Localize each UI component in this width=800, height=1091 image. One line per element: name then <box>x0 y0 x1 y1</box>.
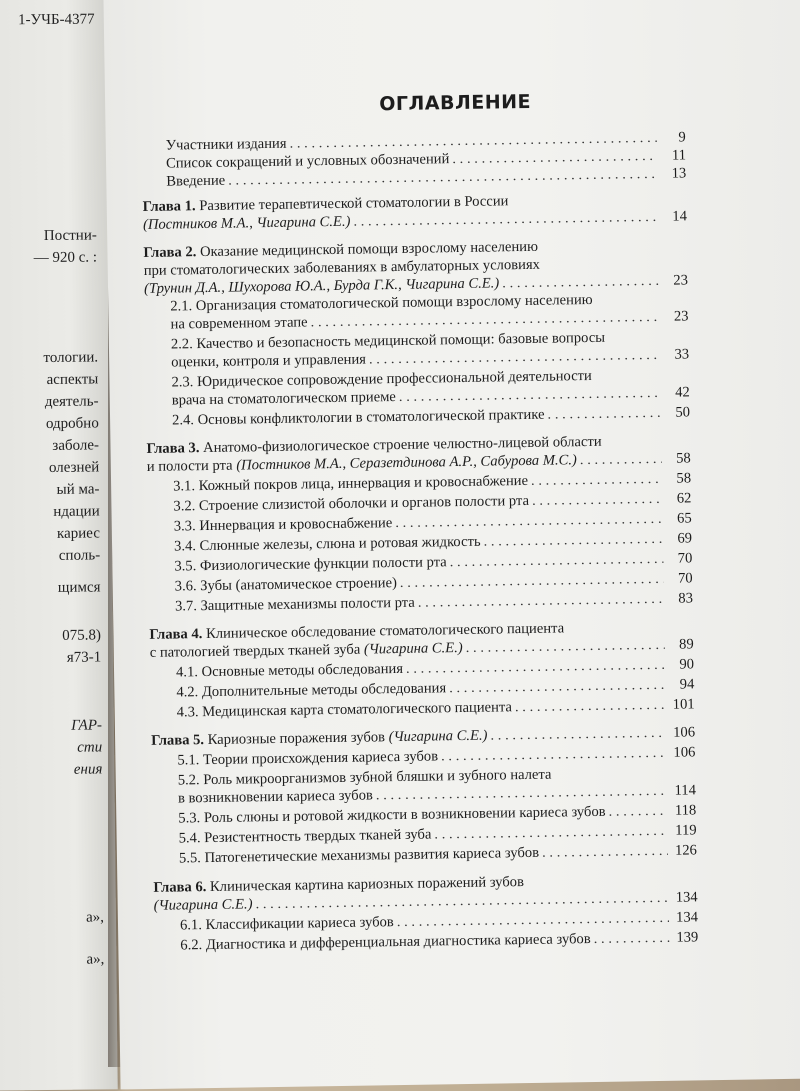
toc-page <box>103 0 800 1089</box>
toc-entry: 3.5. Физиологические функции полости рта . . . 70 <box>174 549 692 575</box>
left-fragment: ый ма- <box>56 481 100 498</box>
left-fragment: кариес <box>56 525 101 542</box>
chapter-5-heading: Глава 5. Кариозные поражения зубов (Чигарина С.Е.) . . . 106 <box>151 723 695 750</box>
left-fragment: я73-1 <box>66 649 102 666</box>
left-fragment: — 920 с. : <box>33 249 98 267</box>
left-fragment: ндации <box>53 503 100 520</box>
chapter-1-heading: Глава 1. Развитие терапевтической стоматологии в России <box>142 193 509 215</box>
left-fragment: ГАР- <box>71 717 103 734</box>
toc-entry: оценки, контроля и управления . . . 33 <box>171 345 689 371</box>
chapter-3-heading: Глава 3. Анатомо-физиологическое строение челюстно-лицевой области <box>146 433 602 457</box>
toc-entry: и полости рта (Постников М.А., Серазетдинова А.Р., Сабурова М.С.) . . . 58 <box>147 449 691 476</box>
previous-page <box>0 0 118 1091</box>
toc-entry: Введение . . . 13 <box>166 164 686 190</box>
toc-entry: 3.4. Слюнные железы, слюна и ротовая жидкость . . . 69 <box>174 529 692 555</box>
toc-entry: (Постников М.А., Чигарина С.Е.) . . . 14 <box>143 207 687 234</box>
section-title: 2.3. Юридическое сопровождение профессиональной деятельности <box>171 367 592 391</box>
left-fragment: Постни- <box>43 227 97 245</box>
toc-entry: с патологией твердых тканей зуба (Чигарина С.Е.) . . . 89 <box>150 635 694 662</box>
toc-entry: 3.7. Защитные механизмы полости рта . . . 83 <box>175 589 693 615</box>
section-title: 5.2. Роль микроорганизмов зубной бляшки и зубного налета <box>177 766 552 789</box>
toc-entry: (Трунин Д.А., Шухорова Ю.А., Бурда Г.К., Чигарина С.Е.) . . . 23 <box>144 271 688 298</box>
section-title: 2.1. Организация стоматологической помощи взрослому населению <box>170 291 593 315</box>
left-fragment: сти <box>77 739 103 756</box>
toc-entry: в возникновении кариеса зубов . . . 114 <box>178 781 696 807</box>
left-fragment: одробно <box>45 415 99 432</box>
toc-entry: 3.6. Зубы (анатомическое строение) . . . 70 <box>175 569 693 595</box>
toc-entry: 5.1. Теории происхождения кариеса зубов . . . 106 <box>177 743 695 769</box>
toc-entry: 3.1. Кожный покров лица, иннервация и кровоснабжение . . . 58 <box>173 469 691 495</box>
chapter-6-heading: Глава 6. Клиническая картина кариозных поражений зубов <box>153 874 525 896</box>
left-fragment: 1-УЧБ-4377 <box>17 11 95 29</box>
toc-entry: Список сокращений и условных обозначений . . . 11 <box>166 146 686 172</box>
left-fragment: тологии. <box>43 349 99 367</box>
toc-entry: 4.2. Дополнительные методы обследования . . . 94 <box>176 675 694 701</box>
toc-entry: 4.1. Основные методы обследования . . . 90 <box>176 655 694 681</box>
toc-entry: 5.3. Роль слюны и ротовой жидкости в возникновении кариеса зубов . . . 118 <box>178 801 696 827</box>
left-fragment: 075.8) <box>62 627 102 644</box>
left-fragment: заболе- <box>52 437 100 454</box>
toc-entry: врача на стоматологическом приеме . . . 42 <box>172 383 690 409</box>
section-title: 2.2. Качество и безопасность медицинской помощи: базовые вопросы <box>170 329 606 353</box>
left-fragment: аспекты <box>46 371 99 388</box>
toc-entry: 4.3. Медицинская карта стоматологического пациента . . . 101 <box>177 695 695 721</box>
toc-entry: 5.4. Резистентность твердых тканей зуба . . . 119 <box>179 821 697 847</box>
left-fragment: споль- <box>58 547 101 564</box>
toc-entry: 5.5. Патогенетические механизмы развития кариеса зубов . . . 126 <box>179 841 697 867</box>
toc-entry: 3.2. Строение слизистой оболочки и органов полости рта . . . 62 <box>173 489 691 515</box>
left-fragment: а», <box>85 909 105 926</box>
left-fragment: а», <box>86 951 105 968</box>
toc-entry: на современном этапе . . . 23 <box>170 307 688 333</box>
toc-entry: 6.1. Классификации кариеса зубов . . . 134 <box>180 908 698 934</box>
page-title: ОГЛАВЛЕНИЕ <box>379 90 532 116</box>
toc-entry: Участники издания . . . 9 <box>166 128 686 154</box>
chapter-2-title-cont: при стоматологических заболеваниях в амбулаторных условиях <box>143 256 541 279</box>
chapter-4-heading: Глава 4. Клиническое обследование стоматологического пациента <box>149 620 565 643</box>
left-fragment: деятель- <box>44 393 99 411</box>
left-fragment: щимся <box>57 579 101 596</box>
chapter-2-heading: Глава 2. Оказание медицинской помощи взрослому населению <box>143 238 539 261</box>
toc-entry: 6.2. Диагностика и дифференциальная диагностика кариеса зубов . . . 139 <box>180 928 698 954</box>
left-fragment: олезней <box>48 459 100 476</box>
left-fragment: ения <box>73 761 103 778</box>
toc-entry: (Чигарина С.Е.) . . . 134 <box>154 888 698 915</box>
toc-entry: 3.3. Иннервация и кровоснабжение . . . 65 <box>174 509 692 535</box>
toc-entry: 2.4. Основы конфликтологии в стоматологической практике . . . 50 <box>172 403 690 429</box>
